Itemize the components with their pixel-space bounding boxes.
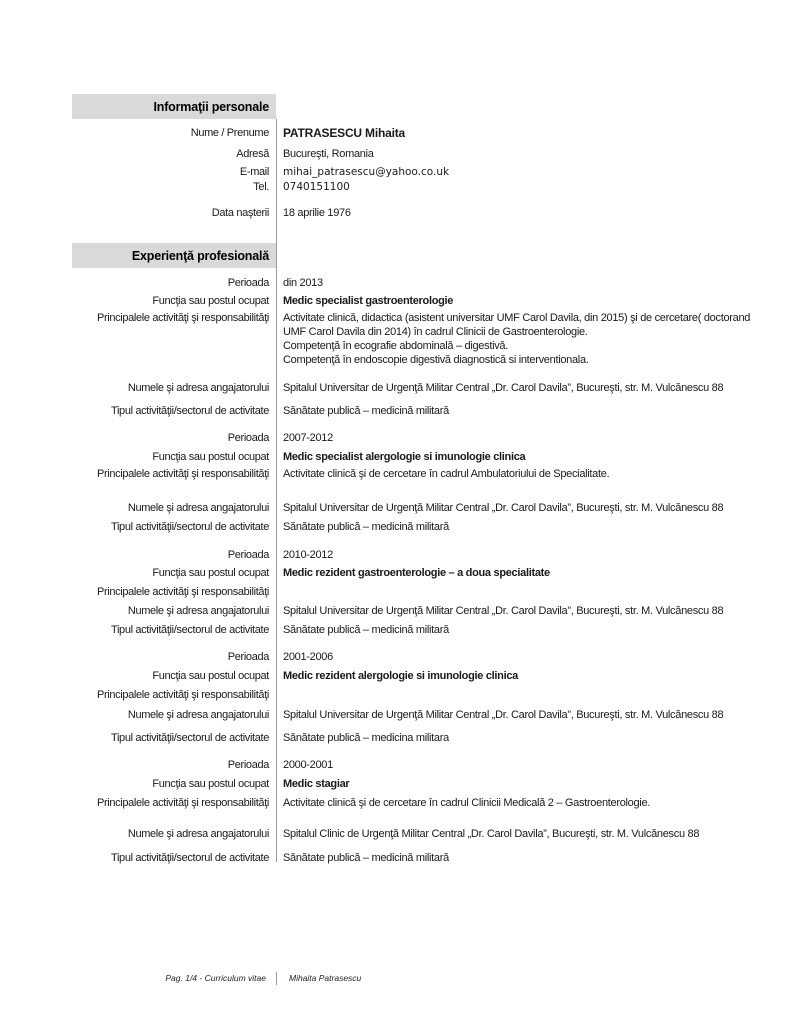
field-label-period: Perioada: [227, 277, 269, 289]
field-label-name: Nume / Prenume: [190, 127, 269, 139]
activity-line: Competenţă în endoscopie digestivă diagnostică si interventionala.: [283, 354, 589, 366]
field-label-employer: Numele şi adresa angajatorului: [127, 605, 269, 617]
field-label-position: Funcţia sau postul ocupat: [152, 451, 269, 463]
section-title-experience: Experienţă profesională: [131, 248, 269, 263]
field-label-address: Adresă: [236, 148, 269, 160]
row-employer-5: [72, 827, 760, 841]
field-value-sector-4: Sănătate publică – medicina militara: [283, 732, 449, 744]
field-value-activities-2: Activitate clinică şi de cercetare în cadrul Ambulatoriului de Specialitate.: [283, 468, 610, 480]
field-label-sector: Tipul activităţii/sectorul de activitate: [111, 732, 269, 744]
row-employer-1: [72, 381, 760, 395]
field-label-sector: Tipul activităţii/sectorul de activitate: [111, 852, 269, 864]
row-email: [72, 165, 760, 180]
field-label-birthdate: Data naşterii: [211, 207, 269, 219]
field-label-employer: Numele şi adresa angajatorului: [127, 828, 269, 840]
field-label-sector: Tipul activităţii/sectorul de activitate: [111, 405, 269, 417]
field-value-activities-1: [276, 311, 760, 367]
field-value-employer-3: Spitalul Universitar de Urgenţă Militar Central „Dr. Carol Davila”, Bucureşti, str. M. Vulcănescu 88: [283, 605, 724, 617]
field-value-position-2: Medic specialist alergologie si imunologie clinica: [283, 451, 526, 463]
field-value-tel: 0740151100: [283, 181, 350, 193]
row-activities-5: [72, 796, 760, 810]
row-position-4: [72, 669, 760, 683]
activity-line: Activitate clinică, didactica (asistent universitar UMF Carol Davila, din 2015) şi de cercetare( doctorand UMF Carol Davila din 2014) în cadrul Clinicii de Gastroenterologie.: [283, 312, 751, 338]
row-name: [72, 126, 760, 140]
footer-page-label: Pag. 1/4 - Curriculum vitae: [165, 973, 266, 983]
field-value-period-5: 2000-2001: [283, 759, 333, 771]
cv-content: [72, 88, 760, 865]
field-value-address: Bucureşti, Romania: [283, 148, 374, 160]
row-period-1: [72, 276, 760, 290]
field-value-period-4: 2001-2006: [283, 651, 333, 663]
footer-author-label: Mihaita Patrasescu: [276, 972, 361, 985]
field-label-employer: Numele şi adresa angajatorului: [127, 502, 269, 514]
field-label-activities: Principalele activităţi şi responsabilităţi: [96, 689, 269, 701]
row-period-4: [72, 650, 760, 664]
row-position-3: [72, 566, 760, 580]
field-label-period: Perioada: [227, 432, 269, 444]
row-sector-2: [72, 520, 760, 534]
field-label-period: Perioada: [227, 651, 269, 663]
field-label-activities: Principalele activităţi şi responsabilităţi: [96, 797, 269, 809]
row-sector-4: [72, 731, 760, 745]
row-position-1: [72, 294, 760, 308]
row-activities-4: [72, 688, 760, 702]
activity-line: Competenţă în ecografie abdominală – digestivă.: [283, 340, 508, 352]
row-activities-2: [72, 467, 760, 481]
row-birthdate: [72, 206, 760, 220]
field-label-period: Perioada: [227, 759, 269, 771]
row-employer-2: [72, 501, 760, 515]
row-activities-3: [72, 585, 760, 599]
field-value-birthdate: 18 aprilie 1976: [283, 207, 351, 219]
row-sector-5: [72, 851, 760, 865]
field-value-position-3: Medic rezident gastroenterologie – a doua specialitate: [283, 567, 550, 579]
field-value-period-1: din 2013: [283, 277, 323, 289]
field-value-position-1: Medic specialist gastroenterologie: [283, 295, 454, 307]
field-label-position: Funcţia sau postul ocupat: [152, 295, 269, 307]
field-label-activities: Principalele activităţi şi responsabilităţi: [96, 468, 269, 480]
field-label-sector: Tipul activităţii/sectorul de activitate: [111, 521, 269, 533]
field-value-period-2: 2007-2012: [283, 432, 333, 444]
field-label-activities: Principalele activităţi şi responsabilităţi: [96, 586, 269, 598]
field-label-position: Funcţia sau postul ocupat: [152, 670, 269, 682]
field-label-tel: Tel.: [253, 181, 269, 193]
field-label-employer: Numele şi adresa angajatorului: [127, 709, 269, 721]
field-value-sector-3: Sănătate publică – medicină militară: [283, 624, 449, 636]
section-header-personal: [72, 94, 276, 119]
field-value-employer-5: Spitalul Clinic de Urgenţă Militar Central „Dr. Carol Davila”, Bucureşti, str. M. Vulcănescu 88: [283, 828, 700, 840]
field-value-position-5: Medic stagiar: [283, 778, 350, 790]
field-value-sector-1: Sănătate publică – medicină militară: [283, 405, 449, 417]
field-label-employer: Numele şi adresa angajatorului: [127, 382, 269, 394]
field-label-activities: Principalele activităţi şi responsabilităţi: [96, 312, 269, 324]
field-label-email: E-mail: [239, 166, 269, 178]
row-period-3: [72, 548, 760, 562]
row-employer-4: [72, 708, 760, 722]
field-value-email: mihai_patrasescu@yahoo.co.uk: [283, 166, 450, 178]
field-value-name: PATRASESCU Mihaita: [283, 126, 405, 140]
row-period-5: [72, 758, 760, 772]
row-position-5: [72, 777, 760, 791]
row-period-2: [72, 431, 760, 445]
field-label-position: Funcţia sau postul ocupat: [152, 567, 269, 579]
row-activities-1: [72, 311, 760, 367]
row-employer-3: [72, 604, 760, 618]
field-value-activities-5: Activitate clinică şi de cercetare în cadrul Clinicii Medicală 2 – Gastroenterologie.: [283, 797, 651, 809]
row-position-2: [72, 450, 760, 464]
section-title-personal: Informaţii personale: [153, 99, 269, 114]
field-value-employer-2: Spitalul Universitar de Urgenţă Militar Central „Dr. Carol Davila”, Bucureşti, str. M. Vulcănescu 88: [283, 502, 724, 514]
section-header-experience: [72, 243, 276, 268]
field-value-period-3: 2010-2012: [283, 549, 333, 561]
field-label-sector: Tipul activităţii/sectorul de activitate: [111, 624, 269, 636]
row-sector-1: [72, 404, 760, 418]
field-value-position-4: Medic rezident alergologie si imunologie clinica: [283, 670, 518, 682]
field-value-employer-1: Spitalul Universitar de Urgenţă Militar Central „Dr. Carol Davila”, Bucureşti, str. M. Vulcănescu 88: [283, 382, 724, 394]
row-address: [72, 147, 760, 161]
row-tel: [72, 180, 760, 195]
field-value-employer-4: Spitalul Universitar de Urgenţă Militar Central „Dr. Carol Davila”, Bucureşti, str. M. Vulcănescu 88: [283, 709, 724, 721]
field-label-period: Perioada: [227, 549, 269, 561]
field-value-sector-2: Sănătate publică – medicină militară: [283, 521, 449, 533]
row-sector-3: [72, 623, 760, 637]
field-label-position: Funcţia sau postul ocupat: [152, 778, 269, 790]
page-footer: [72, 972, 760, 985]
field-value-sector-5: Sănătate publică – medicină militară: [283, 852, 449, 864]
